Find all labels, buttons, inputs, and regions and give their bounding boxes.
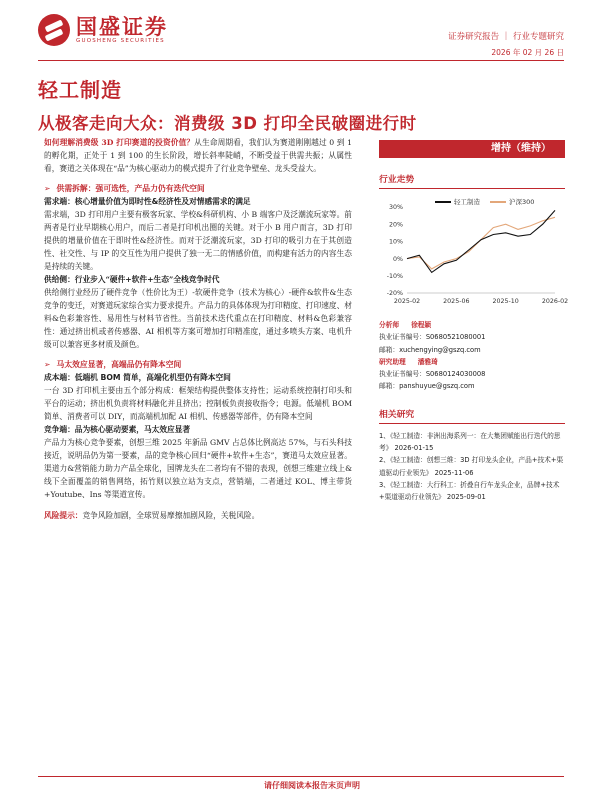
x-tick-label: 2025-06 <box>443 298 470 305</box>
y-tick-label: -10% <box>386 273 403 280</box>
y-tick-label: 30% <box>389 204 403 212</box>
analyst-1-cert: 执业证书编号：S0680521080001 <box>379 333 486 342</box>
intro-text: 从生命周期看，我们认为赛道刚刚越过 0 到 1 的孵化期，正处于 1 到 100 的生长阶段，增长斜率陡峭，不断受益于供需共振；从属性看，赛道之关体现在“品”为核心驱动力的模式提升了行业竞争壁垒、龙头受益大。 <box>44 138 352 173</box>
trend-chart <box>379 193 569 313</box>
y-tick-label: 10% <box>389 238 403 246</box>
logo-chinese-text: 国盛证券 <box>76 15 168 39</box>
related-item[interactable]: 3、《轻工制造：大行科工：折叠自行车龙头企业，品牌+技术+渠道驱动行业领先》 2025-09-01 <box>379 480 560 502</box>
analyst-1: 分析师 徐程颖 <box>379 321 432 329</box>
section-1-lead2: 供给侧：行业步入“硬件+软件+生态”全栈竞争时代 <box>44 275 220 284</box>
footer-disclaimer: 请仔细阅读本报告末页声明 <box>264 781 360 790</box>
header-divider <box>38 60 564 61</box>
section-2-lead: 成本端：低端机 BOM 简单，高端化机型仍有降本空间 <box>44 373 231 382</box>
report-body <box>44 136 352 522</box>
risk-text: 竞争风险加剧，全球贸易摩擦加剧风险，关税风险。 <box>82 511 260 520</box>
x-tick-label: 2025-10 <box>492 298 519 305</box>
report-date: 2026 年 02 月 26 日 <box>491 48 564 57</box>
section-1-text2: 供给侧行业经历了硬件竞争（性价比为王）-软硬件竞争（技术为核心）-硬件&软件&生态竞争的变迁，对赛道玩家综合实力要求提升。产品力的具体体现为打印精度、打印速度、材料&色彩兼容性、易用性与材料节省性。当前技术迭代重点在打印精度、材料&色彩兼容性：通过挤出机或者传感器、AI 相机等方案可增加打印精准度，通过多喷头方案、电机升级可以兼容更多材质及颜色。 <box>44 288 352 349</box>
intro-lead: 如何理解消费级 3D 打印赛道的投资价值？ <box>44 138 195 147</box>
risk-label: 风险提示： <box>44 511 83 520</box>
section-heading-2: ➢ 马太效应显著，高端品仍有降本空间 <box>44 360 182 369</box>
analyst-2: 研究助理 潘雅琦 <box>379 357 438 366</box>
legend-item-1: 轻工制造 <box>435 197 480 206</box>
chart-legend <box>435 197 534 206</box>
footer-divider <box>38 776 564 777</box>
industry-name: 轻工制造 <box>38 78 122 102</box>
analyst-info <box>379 319 565 393</box>
section-1-text: 需求端，3D 打印用户主要有极客玩家、学校&科研机构、小 B 端客户及泛潮流玩家等。前两者是行业早期核心用户，而后二者是打印机出圈的关键。对于小 B 用户而言，3D 打印提供的增量价值在于即时性&经济性。而对于泛潮流玩家，3D 打印的吸引力在于其创造性、社交性、与 IP 的交互性为用户提供了独一无二的情感价值，而构建有活力的内容生态是持续的关键。 <box>44 210 352 271</box>
report-title: 从极客走向大众：消费级 3D 打印全民破圈进行时 <box>38 114 417 133</box>
logo-english-text: GUOSHENG SECURITIES <box>76 38 165 44</box>
section-2-lead2: 竞争端：品为核心驱动要素，马太效应显著 <box>44 425 191 434</box>
related-list <box>379 430 565 504</box>
company-logo <box>38 14 168 46</box>
series-line-index <box>407 217 555 269</box>
x-tick-label: 2025-02 <box>393 298 421 305</box>
y-tick-label: -20% <box>386 290 403 298</box>
section-heading-1: ➢ 供需拆解：强可选性，产品力仍有迭代空间 <box>44 184 205 193</box>
arrow-bullet-icon: ➢ <box>44 184 51 193</box>
section-1-supply <box>44 273 352 286</box>
x-tick-label: 2026-02 <box>541 298 569 305</box>
y-tick-label: 0% <box>393 255 403 263</box>
y-tick-label: 20% <box>389 221 403 229</box>
series-line-industry <box>407 210 555 272</box>
trend-chart-svg <box>379 193 569 313</box>
risk-warning <box>44 509 352 522</box>
trend-heading: 行业走势 <box>379 172 565 189</box>
related-item[interactable]: 2、《轻工制造：创想三维：3D 打印龙头企业，产品+技术+渠道驱动行业领先》 2025-11-06 <box>379 456 564 477</box>
arrow-bullet-icon: ➢ <box>44 360 51 369</box>
related-heading: 相关研究 <box>379 407 565 424</box>
related-item[interactable]: 1、《轻工制造：非洲出海系列一：在大集团赋能出行迭代的思考》 2026-01-15 <box>379 431 561 453</box>
section-2-text: 一台 3D 打印机主要由五个部分构成：框架结构提供整体支持性；运动系统控制打印头和平台的运动；挤出机负责将材料融化并且挤出；控制板负责接收指令；电源。低端机 BOM 简单、消费者可以 DIY，而高端机加配 AI 相机、传感器等部件，仍有降本空间 <box>44 386 352 421</box>
section-1-subheading: 需求端：核心增量价值为即时性&经济性及对情感需求的满足 <box>44 197 251 206</box>
report-type: 证券研究报告 ｜ 行业专题研究 <box>448 32 564 42</box>
sidebar <box>379 140 569 504</box>
intro-paragraph <box>44 136 352 175</box>
legend-item-2: 沪深300 <box>490 197 534 206</box>
analyst-2-email: 邮箱：panshuyue@gszq.com <box>379 382 475 391</box>
logo-mark-icon <box>38 14 70 46</box>
analyst-2-cert: 执业证书编号：S0680124030008 <box>379 370 486 379</box>
section-2-text2: 产品力为核心竞争要素，创想三维 2025 年新品 GMV 占总体比例高达 57%，与石头科技接近，说明品仍为第一要素，品的竞争核心回归“硬件+软件+生态”，赛道马太效应显著。渠道力&营销能力助力产品全球化，国牌龙头在二者均有不错的表现，创想三维建立线上&线下全面覆盖的销售网络，拓竹则以独立站为支点，营销端，二者通过 KOL、博主带货+Youtube、Ins 等渠道宣传。 <box>44 438 352 499</box>
analyst-1-email: 邮箱：xuchengying@gszq.com <box>379 345 481 354</box>
rating-badge: 增持（维持） <box>379 140 565 158</box>
